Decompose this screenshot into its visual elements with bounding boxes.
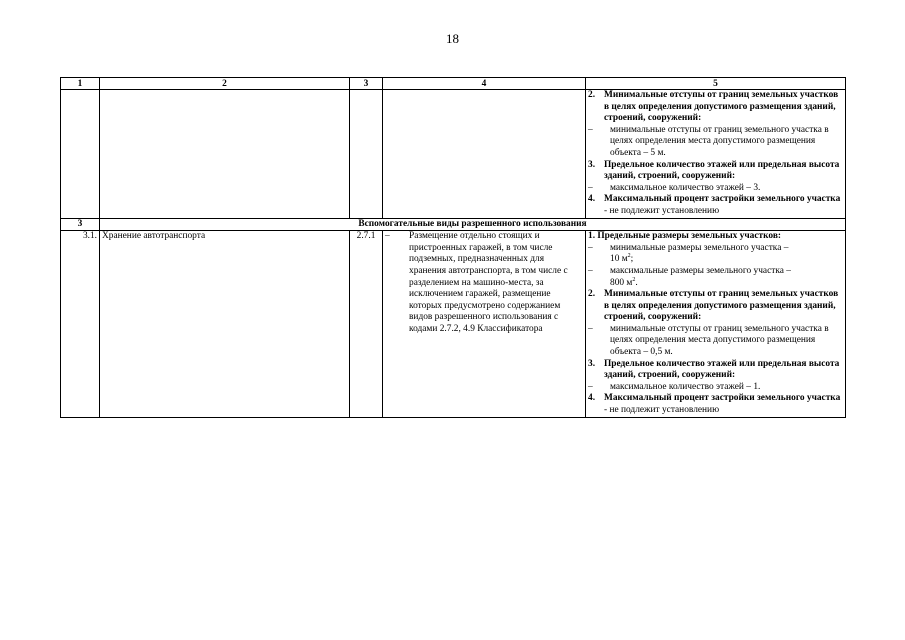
numbered-param <box>588 393 843 416</box>
table-row <box>61 231 846 418</box>
item-number: 3. <box>588 358 596 369</box>
dash-marker: – <box>385 231 390 242</box>
item-number: 4. <box>588 393 596 404</box>
table-row <box>61 90 846 219</box>
dash-marker: – <box>588 265 593 276</box>
cell-empty <box>100 90 350 219</box>
cell-empty <box>61 90 100 219</box>
params-heading: 1. Предельные размеры земельных участков: <box>588 231 782 242</box>
dash-param <box>588 125 843 160</box>
dash-param <box>588 183 843 195</box>
param-text: Минимальные отступы от границ земельных участков в целях определения допустимого размещения зданий, строений, сооружений: <box>604 90 839 124</box>
param-text: Минимальные отступы от границ земельных участков в целях определения допустимого размещения зданий, строений, сооружений: <box>604 289 839 323</box>
section-row <box>61 218 846 231</box>
item-number: 2. <box>588 289 596 300</box>
item-number: 2. <box>588 90 596 100</box>
cell-params <box>586 90 846 219</box>
cell-params <box>586 231 846 418</box>
cell-empty <box>383 90 586 219</box>
numbered-param <box>588 359 843 382</box>
item-number: 3. <box>588 159 596 170</box>
param-text: минимальные отступы от границ земельного участка в целях определения места допустимого размещения объекта – 0,5 м. <box>610 323 829 358</box>
row-number: 3.1. <box>61 231 100 418</box>
numbered-param <box>588 194 843 217</box>
superscript: 2 <box>632 276 636 283</box>
dash-marker: – <box>588 323 593 334</box>
param-text: максимальное количество этажей – 1. <box>610 381 761 392</box>
param-label: минимальные размеры земельного участка – <box>610 242 789 253</box>
dash-marker: – <box>588 124 593 135</box>
param-text: максимальное количество этажей – 3. <box>610 182 761 193</box>
param-value: 800 м <box>610 277 633 288</box>
param-text <box>610 266 843 289</box>
superscript: 2 <box>627 253 631 260</box>
numbered-param <box>588 160 843 183</box>
numbered-param <box>588 289 843 324</box>
param-tail: . <box>635 277 638 288</box>
section-title: Вспомогательные виды разрешенного использования <box>100 218 846 231</box>
header-col-5: 5 <box>586 78 846 90</box>
header-col-3: 3 <box>350 78 383 90</box>
header-col-1: 1 <box>61 78 100 90</box>
dash-param <box>588 382 843 394</box>
cell-empty <box>350 90 383 219</box>
param-value: 10 м <box>610 254 628 265</box>
param-text: минимальные отступы от границ земельного участка в целях определения места допустимого размещения объекта – 5 м. <box>610 124 829 158</box>
classifier-code: 2.7.1 <box>350 231 383 418</box>
param-tail: ; <box>630 254 634 265</box>
dash-marker: – <box>588 182 593 193</box>
param-text: Максимальный процент застройки земельного участка - не подлежит установлению <box>604 393 841 416</box>
header-col-2: 2 <box>100 78 350 90</box>
description-text: Размещение отдельно стоящих и пристроенных гаражей, в том числе подземных, предназначенных для хранения автотранспорта, в том числе с разделением на машино-места, за исключением гаражей, размещение которых предусмотрено содержанием видов разрешенного использования с кодами 2.7.2, 4.9 Классификатора <box>409 231 568 334</box>
use-description <box>383 231 586 418</box>
dash-marker: – <box>588 381 593 392</box>
dash-param <box>588 324 843 359</box>
header-row <box>61 78 846 90</box>
param-tail: - не подлежит установлению <box>604 405 720 416</box>
numbered-param <box>588 90 843 125</box>
param-tail: - не подлежит установлению <box>604 205 720 216</box>
use-type-name: Хранение автотранспорта <box>100 231 350 418</box>
param-text: Предельное количество этажей или предельная высота зданий, строений, сооружений: <box>604 358 840 381</box>
dash-marker: – <box>588 242 593 253</box>
header-col-4: 4 <box>383 78 586 90</box>
page-number: 18 <box>446 31 459 46</box>
item-number: 4. <box>588 194 596 205</box>
param-text: Предельное количество этажей или предельная высота зданий, строений, сооружений: <box>604 159 840 182</box>
param-label: максимальные размеры земельного участка – <box>610 265 791 276</box>
regulations-table <box>60 77 846 418</box>
param-text: Максимальный процент застройки земельного участка - не подлежит установлению <box>604 194 841 216</box>
param-text <box>610 243 843 266</box>
section-number: 3 <box>61 218 100 231</box>
